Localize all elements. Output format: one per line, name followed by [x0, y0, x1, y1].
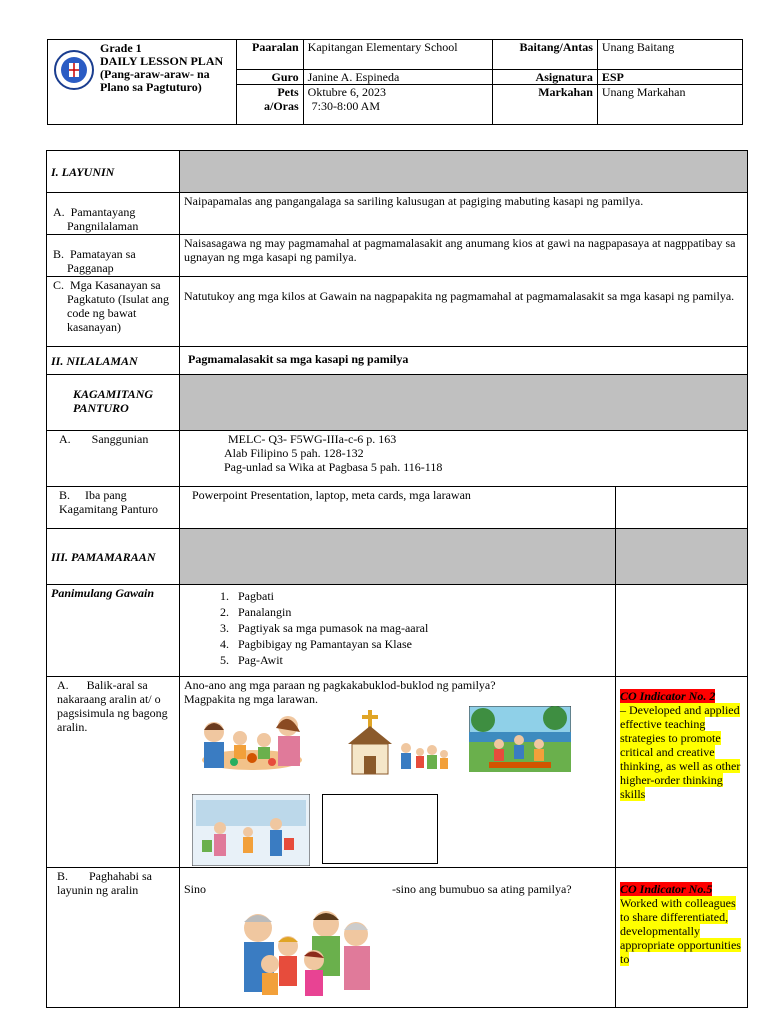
deped-seal-icon [54, 50, 94, 90]
header-title-cell [48, 40, 237, 125]
balik-pictures [184, 706, 611, 866]
school-value: Kapitangan Elementary School [303, 40, 493, 70]
lesson-table [46, 150, 748, 1008]
kagamitan-label: KAGAMITANG PANTURO [47, 375, 180, 431]
pagganap-label: B. Pamatayan sa Pagganap [47, 235, 180, 277]
pamamaraan-label: III. PAMAMARAAN [47, 529, 180, 585]
sanggunian-label: A. Sanggunian [47, 431, 180, 487]
plan-subtitle: (Pang-araw-araw- na Plano sa Pagtuturo) [100, 67, 210, 94]
plan-title: DAILY LESSON PLAN [100, 54, 224, 68]
co5-cell [616, 868, 748, 1008]
list-item: 4. Pagbibigay ng Pamantayan sa Klase [232, 636, 611, 652]
kasanayan-label: C. Mga Kasanayan sa Pagkatuto (Isulat ang code ng bawat kasanayan) [47, 277, 180, 347]
pamantayang-label: A. Pamantayang Pangnilalaman [47, 193, 180, 235]
sanggunian-line: Alab Filipino 5 pah. 128-132 [224, 446, 364, 460]
grade-label: Grade 1 [100, 41, 142, 55]
grade-level-label: Baitang/Antas [493, 40, 598, 70]
balik-question: Ano-ano ang mga paraan ng pagkakabuklod-buklod ng pamilya? [184, 678, 496, 692]
co2-tag: CO Indicator No. 2 [620, 689, 716, 703]
list-item: 1. Pagbati [232, 588, 611, 604]
co2-text: – Developed and applied effective teaching strategies to promote critical and creative thinking, as well as other higher-order thinking skills [620, 703, 741, 801]
list-item: 2. Panalangin [232, 604, 611, 620]
iba-blank [616, 487, 748, 529]
subject-label: Asignatura [493, 70, 598, 85]
pagganap-value: Naisasagawa ng may pagmamahal at pagmamalasakit ang anumang kios at gawi na nagpapasaya at nagppatibay sa ugnayan ng mga kasapi ng pamilya. [180, 235, 748, 277]
nilalaman-value: Pagmamalasakit sa mga kasapi ng pamilya [180, 347, 748, 375]
kasanayan-value: Natutukoy ang mga kilos at Gawain na nagpapakita ng pagmamahal at pagmamalasakit sa mga kasapi ng pamilya. [180, 277, 748, 347]
quarter-label: Markahan [493, 85, 598, 125]
balik-instruction: Magpakita ng mga larawan. [184, 692, 318, 706]
header-table [47, 39, 743, 125]
nilalaman-label: II. NILALAMAN [47, 347, 180, 375]
paghahabi-label: B. Paghahabi sa layunin ng aralin [47, 868, 180, 1008]
kagamitan-grey [180, 375, 748, 431]
paghahabi-cell [180, 868, 616, 1008]
paghahabi-sino: Sino [184, 882, 207, 896]
panimulang-blank [616, 585, 748, 677]
co5-text: Worked with colleagues to share differentiated, developmentally appropriate opportunities to [620, 896, 741, 966]
family-dinner-picture [190, 708, 314, 778]
list-item: 5. Pag-Awit [232, 652, 611, 668]
list-item: 3. Pagtiyak sa mga pumasok na mag-aaral [232, 620, 611, 636]
time-value: 7:30-8:00 AM [311, 99, 380, 113]
teacher-value: Janine A. Espineda [303, 70, 493, 85]
co5-tag: CO Indicator No.5 [620, 882, 713, 896]
panimulang-label: Panimulang Gawain [47, 585, 180, 677]
family-picnic-picture [469, 706, 571, 772]
date-label: Pets a/Oras [236, 85, 303, 125]
panimulang-list-cell [180, 585, 616, 677]
paghahabi-question: -sino ang bumubuo sa ating pamilya? [392, 882, 572, 896]
sanggunian-value [180, 431, 748, 487]
school-label: Paaralan [236, 40, 303, 70]
date-cell [303, 85, 493, 125]
grade-level-value: Unang Baitang [597, 40, 742, 70]
co2-cell [616, 677, 748, 868]
balik-cell [180, 677, 616, 868]
date-value: Oktubre 6, 2023 [307, 85, 386, 99]
iba-label: B. Iba pang Kagamitang Panturo [47, 487, 180, 529]
church-family-picture [334, 706, 452, 778]
iba-value: Powerpoint Presentation, laptop, meta cards, mga larawan [180, 487, 616, 529]
balik-label: A. Balik-aral sa nakaraang aralin at/ o pagsisimula ng bagong aralin. [47, 677, 180, 868]
layunin-grey [180, 151, 748, 193]
quarter-value: Unang Markahan [597, 85, 742, 125]
empty-picture-frame [322, 794, 438, 864]
sanggunian-line: MELC- Q3- F5WG-IIIa-c-6 p. 163 [228, 432, 397, 446]
pamamaraan-grey-right [616, 529, 748, 585]
layunin-heading: I. LAYUNIN [47, 151, 180, 193]
family-group-picture [222, 898, 378, 1004]
teacher-label: Guro [236, 70, 303, 85]
subject-value: ESP [597, 70, 742, 85]
pamamaraan-grey [180, 529, 616, 585]
family-shopping-picture [192, 794, 310, 866]
pamantayang-value: Naipapamalas ang pangangalaga sa sariling kalusugan at pagiging mabuting kasapi ng pamilya. [180, 193, 748, 235]
sanggunian-line: Pag-unlad sa Wika at Pagbasa 5 pah. 116-118 [224, 460, 443, 474]
panimulang-list [184, 588, 611, 668]
